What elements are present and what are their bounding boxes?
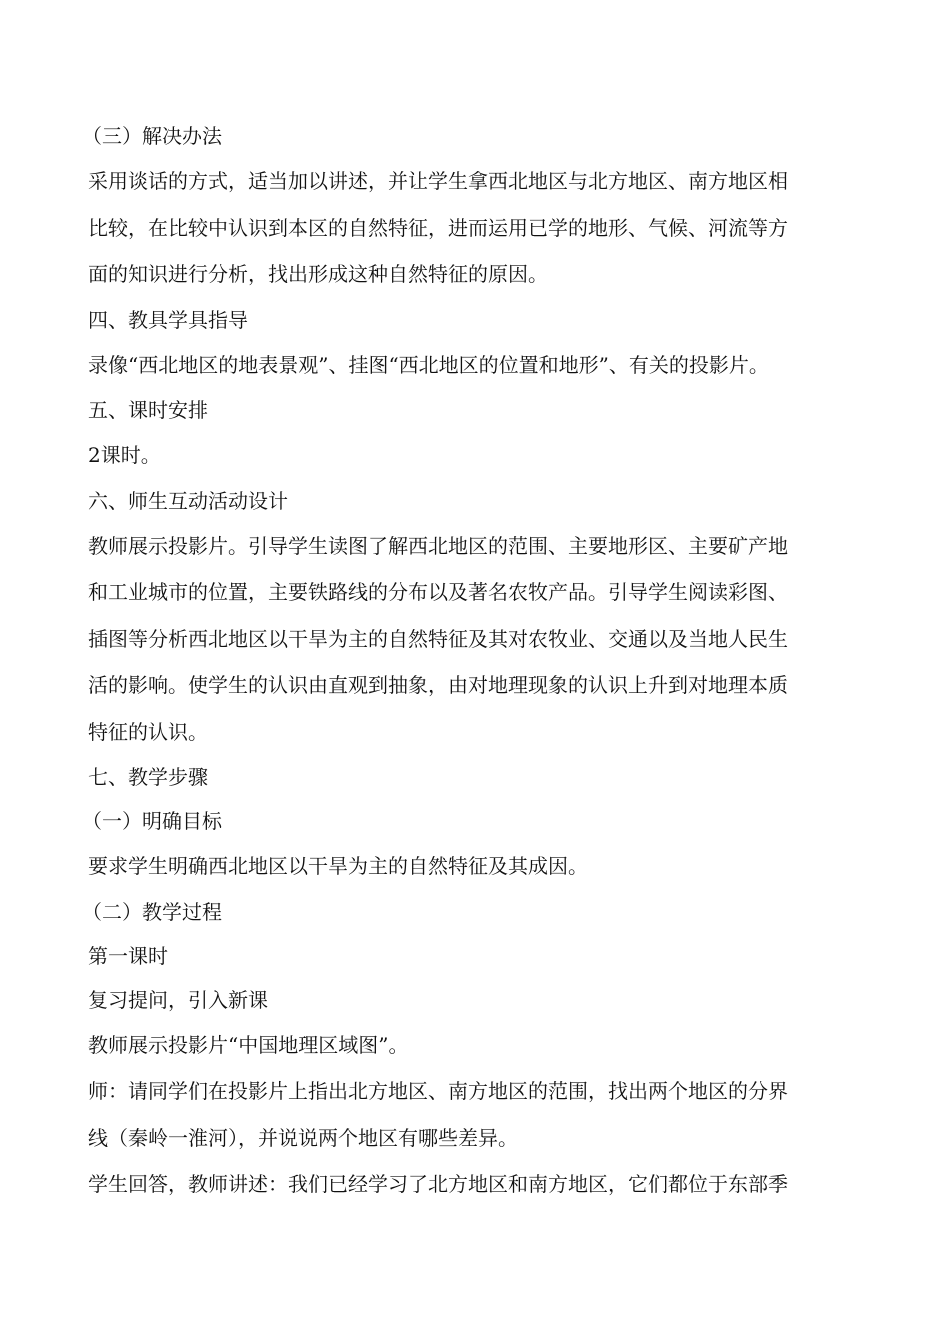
- text-line: 线（秦岭一淮河），并说说两个地区有哪些差异。: [88, 1125, 518, 1150]
- paragraph-teacher-question: [88, 1068, 868, 1161]
- text-line: 六、师生互动活动设计: [88, 488, 288, 513]
- text-line: 四、教具学具指导: [88, 307, 248, 332]
- text-line: （三）解决办法: [82, 124, 222, 148]
- heading-teaching-steps: [88, 755, 868, 799]
- heading-review-intro: [88, 978, 868, 1022]
- heading-interaction-design: [88, 479, 868, 523]
- text-line: 2课时。: [88, 443, 161, 467]
- text-line: 复习提问，引入新课: [88, 987, 268, 1012]
- text-line: 采用谈话的方式，适当加以讲述，并让学生拿西北地区与北方地区、南方地区相: [88, 169, 788, 193]
- text-line: 学生回答，教师讲述：我们已经学习了北方地区和南方地区，它们都位于东部季: [88, 1172, 788, 1196]
- heading-clear-goals: [82, 799, 868, 843]
- heading-first-lesson: [88, 934, 868, 978]
- text-line: 教师展示投影片“中国地理区域图”。: [88, 1032, 409, 1057]
- text-line: 比较，在比较中认识到本区的自然特征，进而运用已学的地形、气候、河流等方: [88, 215, 788, 240]
- heading-teaching-aids: [88, 298, 868, 342]
- text-line: 面的知识进行分析，找出形成这种自然特征的原因。: [88, 262, 548, 286]
- text-line: 要求学生明确西北地区以干旱为主的自然特征及其成因。: [88, 854, 588, 878]
- heading-class-schedule: [88, 388, 868, 432]
- text-line: 师：请同学们在投影片上指出北方地区、南方地区的范围，找出两个地区的分界: [88, 1079, 788, 1103]
- text-line: 教师展示投影片。引导学生读图了解西北地区的范围、主要地形区、主要矿产地: [88, 533, 788, 558]
- text-line: 五、课时安排: [88, 398, 208, 422]
- document-body: [82, 114, 868, 1208]
- paragraph-student-answer: [88, 1161, 868, 1208]
- text-line: 特征的认识。: [88, 719, 208, 744]
- text-line: 第一课时: [88, 943, 168, 968]
- paragraph-show-slide: [88, 1022, 868, 1069]
- paragraph-teaching-aids: [88, 342, 868, 389]
- heading-teaching-process: [82, 890, 868, 934]
- text-line: 活的影响。使学生的认识由直观到抽象，由对地理现象的认识上升到对地理本质: [88, 673, 788, 697]
- text-line: （一）明确目标: [82, 809, 222, 833]
- text-line: 七、教学步骤: [88, 765, 208, 789]
- paragraph-interaction-design: [88, 523, 868, 756]
- text-line: 插图等分析西北地区以干旱为主的自然特征及其对农牧业、交通以及当地人民生: [88, 626, 788, 651]
- heading-solution-method: [82, 114, 868, 158]
- text-line: 录像“西北地区的地表景观”、挂图“西北地区的位置和地形”、有关的投影片。: [88, 352, 769, 377]
- text-line: 和工业城市的位置，主要铁路线的分布以及著名农牧产品。引导学生阅读彩图、: [88, 580, 788, 604]
- paragraph-clear-goals: [88, 843, 868, 890]
- paragraph-solution-method: [88, 158, 868, 298]
- text-line: （二）教学过程: [82, 899, 222, 924]
- paragraph-class-schedule: [88, 432, 868, 479]
